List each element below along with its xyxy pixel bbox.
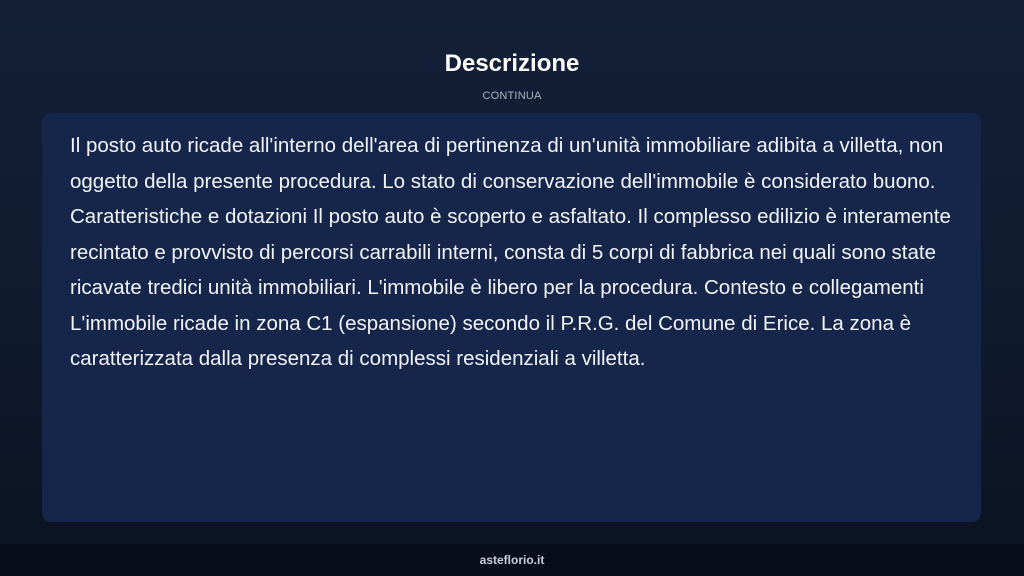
site-name: asteflorio.it bbox=[479, 553, 545, 567]
description-card bbox=[42, 113, 981, 522]
page-title: Descrizione bbox=[444, 50, 580, 77]
footer-bar bbox=[0, 544, 1024, 576]
description-text: Il posto auto ricade all'interno dell'area di pertinenza di un'unità immobiliare adibita a villetta, non oggetto della presente procedura. Lo stato di conservazione dell'immobile è considerato buono. Caratteristiche e dotazioni Il posto auto è scoperto e asfaltato. Il complesso edilizio è interamente recintato e provvisto di percorsi carrabili interni, consta di 5 corpi di fabbrica nei quali sono state ricavate tredici unità immobiliari. L'immobile è libero per la procedura. Contesto e collegamenti L'immobile ricade in zona C1 (espansione) secondo il P.R.G. del Comune di Erice. La zona è caratterizzata dalla presenza di complessi residenziali a villetta. bbox=[70, 134, 951, 370]
continue-label: CONTINUA bbox=[482, 90, 542, 102]
